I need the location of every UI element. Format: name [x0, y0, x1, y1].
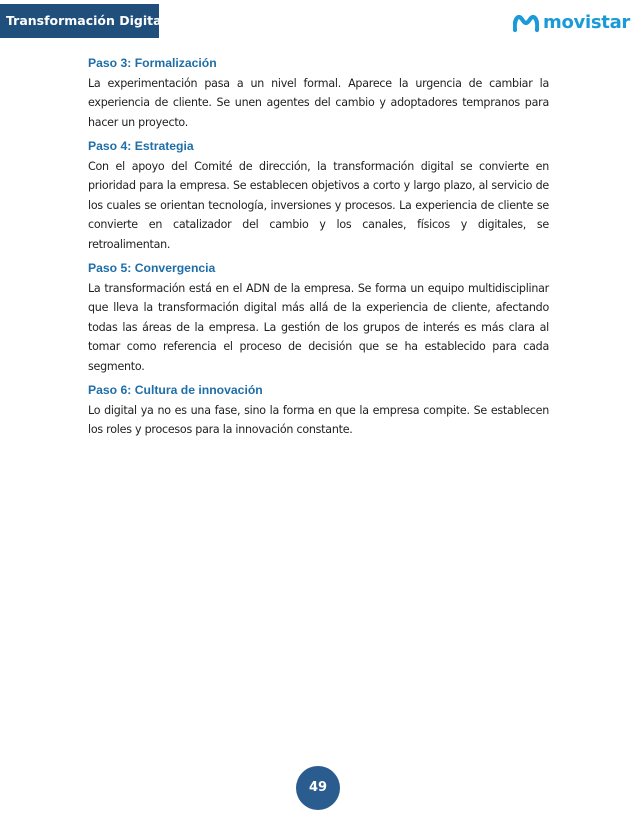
step-title: Paso 4: Estrategia	[88, 139, 194, 153]
step-section	[88, 259, 549, 376]
step-title: Paso 5: Convergencia	[88, 261, 216, 275]
step-section	[88, 54, 549, 132]
step-body: Lo digital ya no es una fase, sino la forma en que la empresa compite. Se establecen los roles y procesos para la innovación constante.	[88, 403, 549, 436]
movistar-logo	[513, 12, 630, 33]
brand-name: movistar	[543, 12, 630, 33]
header-title-tab	[0, 4, 166, 38]
step-section	[88, 137, 549, 254]
step-title: Paso 6: Cultura de innovación	[88, 383, 263, 397]
page-number-badge	[296, 766, 340, 810]
main-content	[88, 54, 549, 445]
step-body: La experimentación pasa a un nivel formal. Aparece la urgencia de cambiar la experiencia de cliente. Se unen agentes del cambio y adoptadores tempranos para hacer un proyecto.	[88, 76, 549, 129]
step-section	[88, 381, 549, 440]
document-title: Transformación Digital	[6, 13, 166, 28]
step-body: Con el apoyo del Comité de dirección, la transformación digital se convierte en prioridad para la empresa. Se establecen objetivos a corto y largo plazo, al servicio de los cuales se orientan tecnología, inversiones y procesos. La experiencia de cliente se convierte en catalizador del cambio y los canales, físicos y digitales, se retroalimentan.	[88, 159, 549, 251]
step-body: La transformación está en el ADN de la empresa. Se forma un equipo multidisciplinar que lleva la transformación digital más allá de la experiencia de cliente, afectando todas las áreas de la empresa. La gestión de los grupos de interés es más clara al tomar como referencia el proceso de decisión que se ha establecido para cada segmento.	[88, 281, 549, 373]
page-number: 49	[308, 780, 328, 795]
movistar-m-icon	[513, 13, 539, 33]
step-title: Paso 3: Formalización	[88, 56, 217, 70]
